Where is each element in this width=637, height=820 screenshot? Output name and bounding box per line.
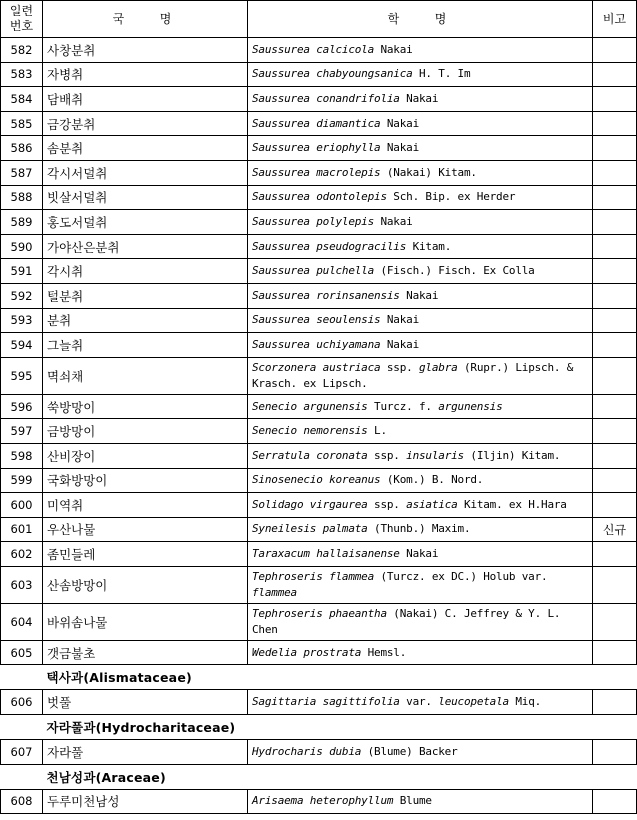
scientific-name-cell — [248, 443, 593, 468]
remarks-cell — [593, 111, 637, 136]
remarks-cell — [593, 542, 637, 567]
scientific-name-cell — [248, 789, 593, 814]
remarks-cell — [593, 640, 637, 665]
scientific-name-author: Nakai — [380, 313, 419, 327]
scientific-name-cell — [248, 259, 593, 284]
scientific-name-italic: Saussurea macrolepis — [252, 165, 381, 179]
scientific-name-author: (Thunb.) Maxim. — [367, 522, 471, 536]
scientific-name-italic: Taraxacum hallaisanense — [252, 547, 400, 561]
korean-name-cell: 그늘취 — [43, 333, 248, 358]
family-heading-row — [1, 764, 637, 789]
serial-number-cell: 596 — [1, 394, 43, 419]
korean-name-cell: 국화방망이 — [43, 468, 248, 493]
table-row — [1, 62, 637, 87]
serial-number-cell: 586 — [1, 136, 43, 161]
scientific-name-author: ssp. — [380, 360, 419, 374]
header-korean-name: 국 명 — [43, 1, 248, 38]
scientific-name-author: (Fisch.) Fisch. Ex Colla — [374, 264, 535, 278]
korean-name-cell: 갯금불초 — [43, 640, 248, 665]
scientific-name-author: ssp. — [367, 497, 407, 511]
korean-name-cell: 솜분취 — [43, 136, 248, 161]
scientific-name-author: H. T. Im — [412, 67, 471, 81]
scientific-name-author: Nakai — [374, 214, 413, 228]
table-row — [1, 234, 637, 259]
family-heading: 자라풀과(Hydrocharitaceae) — [46, 720, 236, 736]
family-heading-row — [1, 715, 637, 740]
serial-number-cell: 599 — [1, 468, 43, 493]
korean-name-cell: 홍도서덜취 — [43, 210, 248, 235]
scientific-name-cell — [248, 740, 593, 765]
korean-name-cell: 각시취 — [43, 259, 248, 284]
scientific-name-author: Turcz. f. — [367, 399, 439, 413]
table-body — [1, 38, 637, 814]
remarks-cell — [593, 789, 637, 814]
table-row — [1, 210, 637, 235]
korean-name-cell: 빗살서덜취 — [43, 185, 248, 210]
scientific-name-author: Miq. — [508, 695, 542, 709]
scientific-name-author: Sch. Bip. ex Herder — [386, 190, 516, 204]
scientific-name-cell — [248, 542, 593, 567]
scientific-name-author: Nakai — [380, 116, 419, 130]
korean-name-cell: 쑥방망이 — [43, 394, 248, 419]
scientific-name-italic: Sagittaria sagittifolia — [252, 695, 400, 709]
serial-number-cell: 591 — [1, 259, 43, 284]
scientific-name-italic: Wedelia prostrata — [252, 645, 362, 659]
serial-number-cell: 594 — [1, 333, 43, 358]
table-row — [1, 603, 637, 640]
scientific-name-italic: Syneilesis palmata — [252, 522, 368, 536]
scientific-name-italic: Saussurea calcicola — [252, 42, 375, 56]
table-row — [1, 111, 637, 136]
remarks-cell — [593, 690, 637, 715]
korean-name-cell: 자병취 — [43, 62, 248, 87]
scientific-name-cell — [248, 566, 593, 603]
korean-name-cell: 담배취 — [43, 87, 248, 112]
scientific-name-cell — [248, 38, 593, 63]
remarks-cell — [593, 603, 637, 640]
scientific-name-cell — [248, 210, 593, 235]
scientific-name-italic: glabra — [419, 360, 458, 374]
scientific-name-author: Kitam. — [406, 239, 452, 253]
scientific-name-cell — [248, 333, 593, 358]
remarks-cell — [593, 87, 637, 112]
remarks-cell — [593, 283, 637, 308]
scientific-name-italic: argunensis — [438, 399, 503, 413]
scientific-name-cell — [248, 185, 593, 210]
remarks-cell — [593, 136, 637, 161]
table-row — [1, 468, 637, 493]
korean-name-cell: 사창분취 — [43, 38, 248, 63]
header-remarks: 비고 — [593, 1, 637, 38]
korean-name-cell: 자라풀 — [43, 740, 248, 765]
table-row — [1, 493, 637, 518]
scientific-name-italic: Tephroseris flammea — [252, 569, 375, 583]
scientific-name-cell — [248, 603, 593, 640]
scientific-name-author: (Nakai) Kitam. — [380, 165, 477, 179]
scientific-name-author: Nakai — [399, 91, 439, 105]
serial-number-cell: 589 — [1, 210, 43, 235]
serial-number-cell: 595 — [1, 357, 43, 394]
scientific-name-italic: Saussurea eriophylla — [252, 141, 381, 155]
serial-number-cell: 583 — [1, 62, 43, 87]
serial-number-cell: 604 — [1, 603, 43, 640]
remarks-cell: 신규 — [593, 517, 637, 542]
scientific-name-cell — [248, 62, 593, 87]
scientific-name-cell — [248, 111, 593, 136]
table-row — [1, 419, 637, 444]
family-heading: 택사과(Alismataceae) — [46, 670, 192, 686]
scientific-name-italic: Tephroseris phaeantha — [252, 606, 387, 620]
serial-number-cell: 600 — [1, 493, 43, 518]
scientific-name-author: var. — [399, 695, 439, 709]
korean-name-cell: 분취 — [43, 308, 248, 333]
korean-name-cell: 멱쇠채 — [43, 357, 248, 394]
family-heading-row — [1, 665, 637, 690]
scientific-name-author: (Nakai) C. Jeffrey & Y. L. Chen — [252, 606, 561, 636]
scientific-name-author: ssp. — [367, 448, 407, 462]
korean-name-cell: 미역취 — [43, 493, 248, 518]
scientific-name-author: (Blume) Backer — [361, 744, 458, 758]
korean-name-cell: 두루미천남성 — [43, 789, 248, 814]
scientific-name-italic: Sinosenecio koreanus — [252, 473, 381, 487]
scientific-name-cell — [248, 640, 593, 665]
table-row — [1, 38, 637, 63]
scientific-name-cell — [248, 690, 593, 715]
remarks-cell — [593, 493, 637, 518]
scientific-name-cell — [248, 357, 593, 394]
serial-number-cell: 602 — [1, 542, 43, 567]
serial-number-cell: 606 — [1, 690, 43, 715]
scientific-name-author: Hemsl. — [361, 645, 407, 659]
korean-name-cell: 금방망이 — [43, 419, 248, 444]
scientific-name-author: Nakai — [374, 42, 413, 56]
scientific-name-italic: Saussurea seoulensis — [252, 313, 381, 327]
remarks-cell — [593, 419, 637, 444]
remarks-cell — [593, 234, 637, 259]
scientific-name-italic: Hydrocharis dubia — [252, 744, 362, 758]
scientific-name-cell — [248, 234, 593, 259]
korean-name-cell: 바위솜나물 — [43, 603, 248, 640]
serial-number-cell: 597 — [1, 419, 43, 444]
serial-number-cell: 592 — [1, 283, 43, 308]
remarks-cell — [593, 308, 637, 333]
scientific-name-author: L. — [367, 424, 387, 438]
scientific-name-author: Kitam. ex H.Hara — [457, 497, 567, 511]
table-row — [1, 259, 637, 284]
table-row — [1, 740, 637, 765]
serial-number-cell: 593 — [1, 308, 43, 333]
scientific-name-italic: insularis — [406, 448, 464, 462]
scientific-name-italic: Saussurea polylepis — [252, 214, 375, 228]
korean-name-cell: 산솜방망이 — [43, 566, 248, 603]
korean-name-cell: 우산나물 — [43, 517, 248, 542]
table-row — [1, 394, 637, 419]
scientific-name-italic: Saussurea pulchella — [252, 264, 375, 278]
scientific-name-italic: Saussurea pseudogracilis — [252, 239, 407, 253]
table-row — [1, 136, 637, 161]
remarks-cell — [593, 394, 637, 419]
table-row — [1, 87, 637, 112]
korean-name-cell: 산비장이 — [43, 443, 248, 468]
scientific-name-italic: Saussurea odontolepis — [252, 190, 387, 204]
serial-number-cell: 590 — [1, 234, 43, 259]
table-row — [1, 566, 637, 603]
serial-number-cell: 607 — [1, 740, 43, 765]
table-row — [1, 357, 637, 394]
scientific-name-italic: Saussurea rorinsanensis — [252, 288, 400, 302]
serial-number-cell: 603 — [1, 566, 43, 603]
serial-number-cell: 584 — [1, 87, 43, 112]
scientific-name-italic: flammea — [252, 585, 297, 599]
serial-number-cell: 588 — [1, 185, 43, 210]
serial-number-cell: 601 — [1, 517, 43, 542]
scientific-name-author: Nakai — [380, 141, 419, 155]
remarks-cell — [593, 160, 637, 185]
header-scientific-name: 학 명 — [248, 1, 593, 38]
scientific-name-italic: Arisaema heterophyllum — [252, 794, 394, 808]
table-row — [1, 542, 637, 567]
scientific-name-cell — [248, 468, 593, 493]
scientific-name-author: (Turcz. ex DC.) Holub var. — [374, 569, 548, 583]
korean-name-cell: 가야산은분취 — [43, 234, 248, 259]
korean-name-cell: 각시서덜취 — [43, 160, 248, 185]
table-row — [1, 333, 637, 358]
scientific-name-italic: Serratula coronata — [252, 448, 368, 462]
scientific-name-cell — [248, 283, 593, 308]
serial-number-cell: 582 — [1, 38, 43, 63]
scientific-name-italic: Saussurea chabyoungsanica — [252, 67, 413, 81]
remarks-cell — [593, 566, 637, 603]
scientific-name-author: Blume — [393, 794, 432, 808]
table-row — [1, 283, 637, 308]
remarks-cell — [593, 357, 637, 394]
korean-name-cell: 좀민들레 — [43, 542, 248, 567]
serial-number-cell: 598 — [1, 443, 43, 468]
serial-number-cell: 608 — [1, 789, 43, 814]
serial-number-cell: 587 — [1, 160, 43, 185]
scientific-name-author: (Iljin) Kitam. — [463, 448, 561, 462]
remarks-cell — [593, 740, 637, 765]
table-row — [1, 160, 637, 185]
table-row — [1, 690, 637, 715]
scientific-name-italic: leucopetala — [438, 695, 509, 709]
remarks-cell — [593, 38, 637, 63]
korean-name-cell: 금강분취 — [43, 111, 248, 136]
header-serial-number: 일련 번호 — [1, 1, 43, 38]
scientific-name-italic: Saussurea uchiyamana — [252, 337, 381, 351]
table-row — [1, 789, 637, 814]
table-row — [1, 185, 637, 210]
scientific-name-italic: Saussurea conandrifolia — [252, 91, 400, 105]
serial-number-cell: 605 — [1, 640, 43, 665]
scientific-name-italic: Saussurea diamantica — [252, 116, 381, 130]
scientific-name-italic: Senecio nemorensis — [252, 424, 368, 438]
scientific-name-italic: Scorzonera austriaca — [252, 360, 381, 374]
remarks-cell — [593, 185, 637, 210]
scientific-name-cell — [248, 419, 593, 444]
korean-name-cell: 털분취 — [43, 283, 248, 308]
family-heading: 천남성과(Araceae) — [46, 769, 166, 785]
scientific-name-cell — [248, 308, 593, 333]
table-row — [1, 443, 637, 468]
scientific-name-cell — [248, 87, 593, 112]
scientific-name-cell — [248, 160, 593, 185]
scientific-name-author: (Rupr.) Lipsch. & Krasch. ex Lipsch. — [252, 360, 574, 390]
remarks-cell — [593, 210, 637, 235]
korean-name-cell: 벗풀 — [43, 690, 248, 715]
remarks-cell — [593, 443, 637, 468]
serial-number-cell: 585 — [1, 111, 43, 136]
table-row — [1, 308, 637, 333]
scientific-name-cell — [248, 136, 593, 161]
scientific-name-author: (Kom.) B. Nord. — [380, 473, 484, 487]
scientific-name-author: Nakai — [399, 288, 439, 302]
remarks-cell — [593, 259, 637, 284]
remarks-cell — [593, 468, 637, 493]
scientific-name-italic: Senecio argunensis — [252, 399, 368, 413]
remarks-cell — [593, 62, 637, 87]
scientific-name-author: Nakai — [399, 547, 439, 561]
scientific-name-cell — [248, 517, 593, 542]
remarks-cell — [593, 333, 637, 358]
scientific-name-italic: Solidago virgaurea — [252, 497, 368, 511]
scientific-name-author: Nakai — [380, 337, 419, 351]
scientific-name-cell — [248, 394, 593, 419]
scientific-name-cell — [248, 493, 593, 518]
table-row — [1, 640, 637, 665]
table-row — [1, 517, 637, 542]
scientific-name-italic: asiatica — [406, 497, 458, 511]
table-header-row — [1, 1, 637, 38]
